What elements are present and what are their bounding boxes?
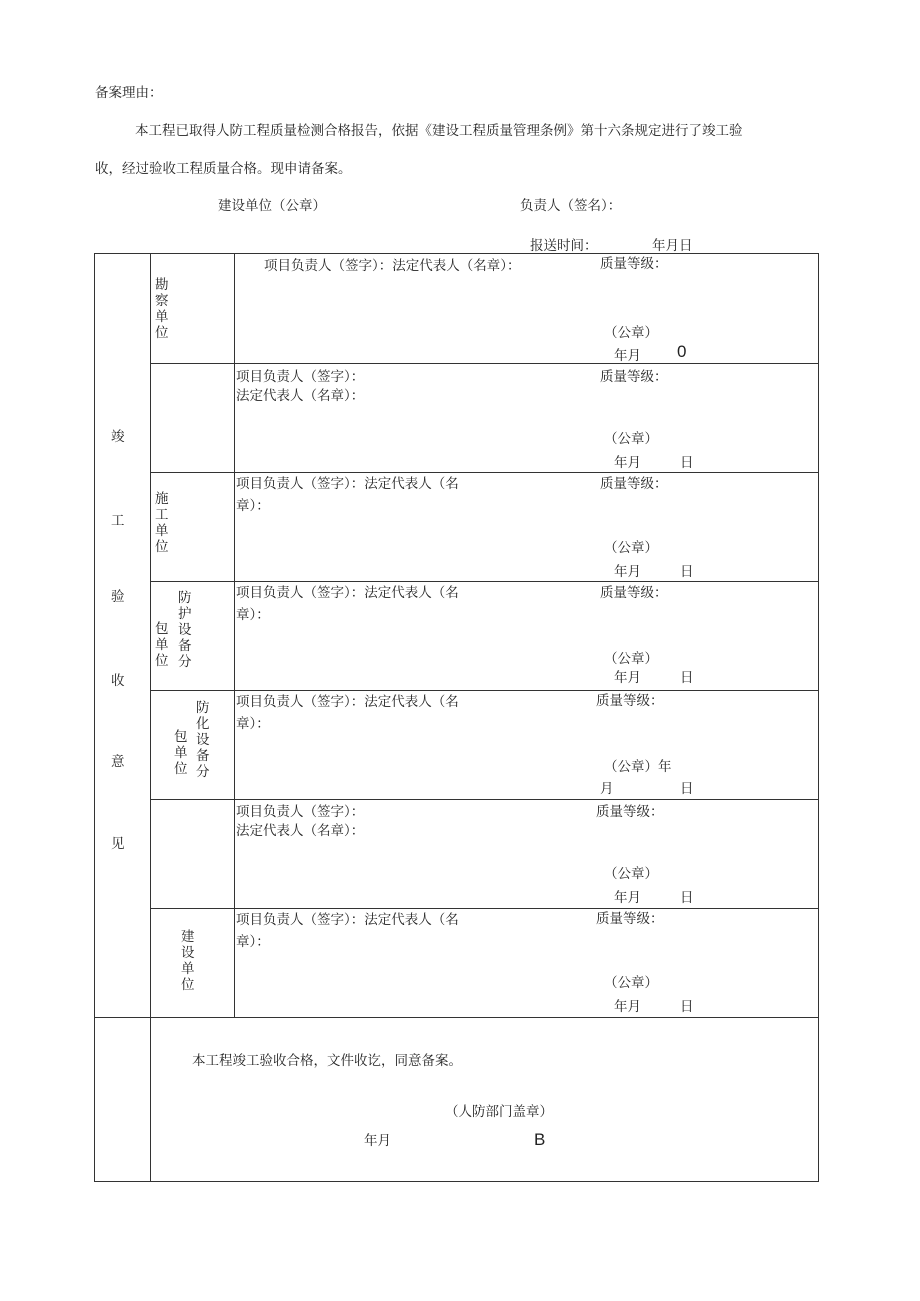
side-label-char: 工	[111, 513, 125, 529]
date-label: 年月	[614, 564, 641, 580]
date-day-label: 日	[680, 999, 694, 1015]
unit-label-char: 勘	[155, 277, 169, 293]
unit-label-protection-subcontractor-col1	[155, 621, 169, 669]
signature-line: 项目负责人（签字）：法定代表人（名章）：	[264, 258, 521, 274]
unit-label-char: 备	[178, 638, 192, 654]
side-label-char: 意	[111, 754, 125, 770]
date-day-label: 日	[680, 670, 694, 686]
unit-label-char: 设	[196, 732, 210, 748]
unit-label-survey	[155, 277, 169, 341]
official-seal-label: （公章）	[604, 975, 658, 991]
builder-seal-label: 建设单位（公章）	[218, 198, 326, 214]
unit-label-char: 位	[181, 977, 195, 993]
date-label: 年月	[614, 999, 641, 1015]
signature-line: 章）：	[236, 934, 270, 950]
date-label: 年月	[614, 670, 641, 686]
unit-label-char: 位	[174, 761, 188, 777]
official-seal-label: （公章）年	[604, 759, 672, 775]
date-day-label: 日	[680, 890, 694, 906]
unit-label-char: 分	[178, 654, 192, 670]
quality-grade-label: 质量等级：	[600, 476, 668, 492]
signature-line: 项目负责人（签字）：	[236, 804, 365, 820]
signature-line: 章）：	[236, 716, 270, 732]
approval-date-mark: B	[534, 1130, 546, 1149]
table-divider	[150, 908, 819, 909]
unit-label-char: 分	[196, 764, 210, 780]
date-label: 年月	[614, 455, 641, 471]
table-divider	[150, 690, 819, 691]
signature-line: 项目负责人（签字）：法定代表人（名	[236, 476, 459, 492]
civil-defense-seal-label: （人防部门盖章）	[445, 1104, 553, 1120]
unit-label-char: 单	[181, 961, 195, 977]
statement-line-1: 本工程已取得人防工程质量检测合格报告，依据《建设工程质量管理条例》第十六条规定进行了竣工验	[135, 123, 743, 139]
quality-grade-label: 质量等级：	[596, 911, 664, 927]
table-divider	[234, 253, 235, 1017]
signature-line: 项目负责人（签字）：法定代表人（名	[236, 912, 459, 928]
side-label-char: 收	[111, 673, 125, 689]
unit-label-char: 位	[155, 539, 169, 555]
quality-grade-label: 质量等级：	[596, 693, 664, 709]
unit-label-char: 单	[155, 637, 169, 653]
table-divider	[150, 799, 819, 800]
statement-line-2: 收，经过验收工程质量合格。现申请备案。	[95, 161, 352, 177]
official-seal-label: （公章）	[604, 866, 658, 882]
date-label: 年月	[614, 890, 641, 906]
quality-grade-label: 质量等级：	[600, 585, 668, 601]
signature-line: 项目负责人（签字）：法定代表人（名	[236, 694, 459, 710]
signature-line: 法定代表人（名章）：	[236, 823, 365, 839]
quality-grade-label: 质量等级：	[600, 369, 668, 385]
table-divider	[150, 581, 819, 582]
unit-label-char: 位	[155, 653, 169, 669]
unit-label-char: 施	[155, 491, 169, 507]
signature-line: 项目负责人（签字）：法定代表人（名	[236, 585, 459, 601]
unit-label-char: 单	[155, 523, 169, 539]
filing-reason-label: 备案理由：	[95, 85, 163, 101]
unit-label-char: 防	[178, 590, 192, 606]
approval-date-label: 年月	[364, 1133, 391, 1149]
official-seal-label: （公章）	[604, 325, 658, 341]
official-seal-label: （公章）	[604, 540, 658, 556]
unit-label-construction	[155, 491, 169, 555]
unit-label-char: 察	[155, 293, 169, 309]
table-divider	[150, 363, 819, 364]
unit-label-char: 建	[181, 929, 195, 945]
unit-label-char: 包	[174, 729, 188, 745]
unit-label-char: 护	[178, 606, 192, 622]
date-day-label: 日	[680, 564, 694, 580]
unit-label-chemical-subcontractor-col2	[196, 700, 210, 780]
quality-grade-label: 质量等级：	[600, 256, 668, 272]
unit-label-char: 防	[196, 700, 210, 716]
submit-time-label: 报送时间：	[530, 238, 598, 254]
date-label: 月	[600, 781, 614, 797]
side-label-char: 竣	[111, 429, 125, 445]
side-label-char: 见	[111, 836, 125, 852]
unit-label-chemical-subcontractor-col1	[174, 729, 188, 777]
date-label: 年月	[614, 348, 641, 364]
unit-label-char: 包	[155, 621, 169, 637]
date-mark: 0	[677, 342, 687, 361]
table-divider	[150, 253, 151, 1182]
unit-label-builder	[181, 929, 195, 993]
table-divider	[150, 472, 819, 473]
side-label-char: 验	[111, 589, 125, 605]
unit-label-char: 设	[178, 622, 192, 638]
table-divider	[94, 1017, 819, 1018]
unit-label-char: 工	[155, 507, 169, 523]
unit-label-char: 单	[155, 309, 169, 325]
signature-line: 项目负责人（签字）：	[236, 369, 365, 385]
signature-line: 法定代表人（名章）：	[236, 388, 365, 404]
unit-label-char: 备	[196, 748, 210, 764]
signature-line: 章）：	[236, 498, 270, 514]
approval-statement: 本工程竣工验收合格，文件收讫，同意备案。	[192, 1053, 462, 1069]
unit-label-protection-subcontractor-col2	[178, 590, 192, 670]
official-seal-label: （公章）	[604, 431, 658, 447]
date-day-label: 日	[680, 455, 694, 471]
unit-label-char: 设	[181, 945, 195, 961]
date-day-label: 日	[680, 781, 694, 797]
unit-label-char: 位	[155, 325, 169, 341]
responsible-signature-label: 负责人（签名）：	[520, 198, 622, 214]
unit-label-char: 化	[196, 716, 210, 732]
official-seal-label: （公章）	[604, 651, 658, 667]
signature-line: 章）：	[236, 607, 270, 623]
quality-grade-label: 质量等级：	[596, 804, 664, 820]
submit-date: 年月日	[652, 238, 693, 254]
unit-label-char: 单	[174, 745, 188, 761]
